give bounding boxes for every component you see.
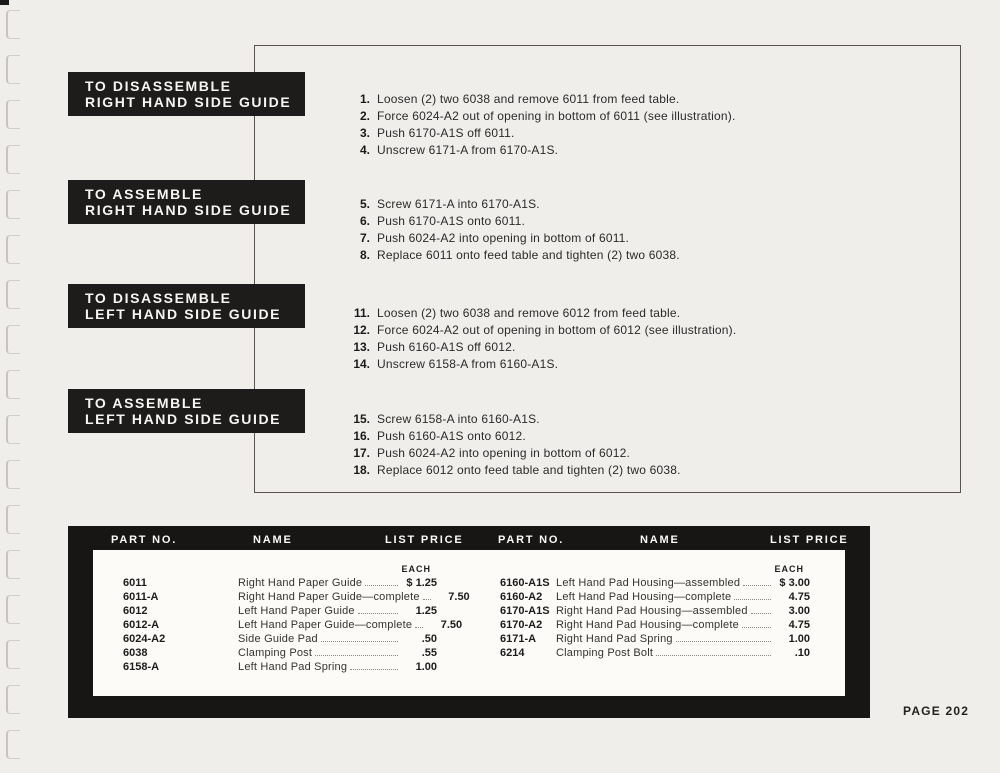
part-number: 6038 xyxy=(123,647,148,659)
table-row xyxy=(500,619,810,633)
part-price: .55 xyxy=(421,647,437,659)
dot-leader xyxy=(321,641,398,642)
step-number: 14. xyxy=(353,357,370,371)
column-header-part-no: PART NO. xyxy=(111,534,178,546)
table-row xyxy=(123,605,437,619)
part-name: Right Hand Pad Housing—assembled xyxy=(556,605,748,617)
part-number: 6170-A2 xyxy=(500,619,543,631)
step-text: Push 6160-A1S onto 6012. xyxy=(377,429,526,443)
step-item xyxy=(345,340,736,357)
heading-line: RIGHT HAND SIDE GUIDE xyxy=(85,94,292,110)
step-item xyxy=(345,231,680,248)
table-row xyxy=(500,647,810,661)
dot-leader xyxy=(350,669,398,670)
step-item xyxy=(345,214,680,231)
part-price: $ 3.00 xyxy=(779,577,810,589)
part-name: Right Hand Paper Guide—complete xyxy=(238,591,420,603)
steps-assemble-right xyxy=(345,197,680,265)
step-text: Force 6024-A2 out of opening in bottom of 6012 (see illustration). xyxy=(377,323,737,337)
column-header-part-no: PART NO. xyxy=(498,534,565,546)
step-number: 6. xyxy=(359,214,370,228)
step-item xyxy=(345,197,680,214)
binding-hole-icon xyxy=(6,325,20,354)
part-price: .50 xyxy=(421,633,437,645)
step-number: 8. xyxy=(359,248,370,262)
dot-leader xyxy=(743,585,771,586)
step-text: Push 6160-A1S off 6012. xyxy=(377,340,516,354)
dot-leader xyxy=(365,585,398,586)
dot-leader xyxy=(423,599,431,600)
step-number: 16. xyxy=(353,429,370,443)
part-price: 4.75 xyxy=(788,591,810,603)
table-row xyxy=(123,591,470,605)
each-label: EACH xyxy=(401,564,431,574)
step-text: Screw 6171-A into 6170-A1S. xyxy=(377,197,540,211)
step-text: Force 6024-A2 out of opening in bottom of 6011 (see illustration). xyxy=(377,109,736,123)
binding-hole-icon xyxy=(6,685,20,714)
step-number: 13. xyxy=(353,340,370,354)
binding-hole-icon xyxy=(6,595,20,624)
dot-leader xyxy=(751,613,771,614)
binding-hole-icon xyxy=(6,460,20,489)
steps-assemble-left xyxy=(345,412,681,480)
step-number: 12. xyxy=(353,323,370,337)
part-name: Right Hand Pad Housing—complete xyxy=(556,619,739,631)
part-number: 6158-A xyxy=(123,661,160,673)
dot-leader xyxy=(742,627,771,628)
dot-leader xyxy=(415,627,423,628)
binding-hole-icon xyxy=(6,640,20,669)
binding-hole-icon xyxy=(6,10,20,39)
step-number: 2. xyxy=(359,109,370,123)
step-number: 5. xyxy=(359,197,370,211)
step-text: Loosen (2) two 6038 and remove 6011 from feed table. xyxy=(377,92,680,106)
step-number: 17. xyxy=(353,446,370,460)
binding-hole-icon xyxy=(6,730,20,759)
step-item xyxy=(345,357,736,374)
parts-column-left xyxy=(123,564,470,675)
steps-disassemble-left xyxy=(345,306,736,374)
parts-price-table xyxy=(68,526,870,718)
step-item xyxy=(345,446,681,463)
step-number: 11. xyxy=(353,306,370,320)
heading-assemble-right xyxy=(68,180,305,224)
step-item xyxy=(345,412,681,429)
part-price: $ 1.25 xyxy=(406,577,437,589)
parts-table-body xyxy=(93,550,845,696)
binding-hole-icon xyxy=(6,280,20,309)
part-name: Left Hand Pad Housing—assembled xyxy=(556,577,741,589)
step-number: 18. xyxy=(353,463,370,477)
part-number: 6011-A xyxy=(123,591,159,603)
step-text: Unscrew 6171-A from 6170-A1S. xyxy=(377,143,559,157)
heading-disassemble-left xyxy=(68,284,305,328)
binding-hole-icon xyxy=(6,235,20,264)
part-number: 6170-A1S xyxy=(500,605,550,617)
step-item xyxy=(345,429,681,446)
step-number: 1. xyxy=(359,92,370,106)
part-price: 4.75 xyxy=(788,619,810,631)
table-row xyxy=(123,577,437,591)
table-row xyxy=(500,591,810,605)
part-name: Left Hand Paper Guide—complete xyxy=(238,619,413,631)
part-number: 6012 xyxy=(123,605,148,617)
step-item xyxy=(345,306,736,323)
binding-hole-icon xyxy=(6,415,20,444)
step-item xyxy=(345,143,736,160)
part-name: Left Hand Pad Spring xyxy=(238,661,348,673)
binding-hole-icon xyxy=(6,145,20,174)
binding-hole-icon xyxy=(6,550,20,579)
part-name: Clamping Post xyxy=(238,647,313,659)
step-item xyxy=(345,323,736,340)
column-header-name: NAME xyxy=(253,534,293,546)
step-text: Push 6170-A1S onto 6011. xyxy=(377,214,526,228)
step-number: 15. xyxy=(353,412,370,426)
step-text: Replace 6012 onto feed table and tighten (2) two 6038. xyxy=(377,463,681,477)
table-row xyxy=(500,605,810,619)
part-number: 6012-A xyxy=(123,619,160,631)
heading-assemble-left xyxy=(68,389,305,433)
column-header-name: NAME xyxy=(640,534,680,546)
step-number: 3. xyxy=(359,126,370,140)
table-row xyxy=(123,619,463,633)
heading-line: TO ASSEMBLE xyxy=(85,395,203,411)
part-name: Right Hand Paper Guide xyxy=(238,577,363,589)
part-number: 6214 xyxy=(500,647,525,659)
table-row xyxy=(500,633,810,647)
scan-corner-mark xyxy=(0,0,9,5)
heading-line: TO ASSEMBLE xyxy=(85,186,203,202)
heading-line: LEFT HAND SIDE GUIDE xyxy=(85,306,282,322)
part-number: 6171-A xyxy=(500,633,537,645)
part-price: 1.00 xyxy=(788,633,810,645)
part-number: 6160-A2 xyxy=(500,591,543,603)
step-number: 7. xyxy=(359,231,370,245)
column-header-list-price: LIST PRICE xyxy=(385,534,464,546)
page-number: PAGE 202 xyxy=(903,704,970,718)
part-price: .10 xyxy=(794,647,810,659)
step-text: Replace 6011 onto feed table and tighten (2) two 6038. xyxy=(377,248,680,262)
heading-line: RIGHT HAND SIDE GUIDE xyxy=(85,202,292,218)
step-item xyxy=(345,463,681,480)
part-number: 6024-A2 xyxy=(123,633,166,645)
step-number: 4. xyxy=(359,143,370,157)
each-label: EACH xyxy=(774,564,804,574)
step-item xyxy=(345,92,736,109)
binding-hole-icon xyxy=(6,370,20,399)
step-item xyxy=(345,109,736,126)
steps-disassemble-right xyxy=(345,92,736,160)
step-text: Push 6170-A1S off 6011. xyxy=(377,126,515,140)
step-item xyxy=(345,126,736,143)
step-text: Push 6024-A2 into opening in bottom of 6011. xyxy=(377,231,630,245)
part-name: Left Hand Pad Housing—complete xyxy=(556,591,732,603)
step-item xyxy=(345,248,680,265)
part-price: 3.00 xyxy=(788,605,810,617)
step-text: Loosen (2) two 6038 and remove 6012 from feed table. xyxy=(377,306,681,320)
binding-hole-icon xyxy=(6,55,20,84)
part-name: Left Hand Paper Guide xyxy=(238,605,355,617)
step-text: Unscrew 6158-A from 6160-A1S. xyxy=(377,357,559,371)
part-number: 6011 xyxy=(123,577,147,589)
part-name: Right Hand Pad Spring xyxy=(556,633,673,645)
part-price: 1.25 xyxy=(415,605,437,617)
table-row xyxy=(500,577,810,591)
binding-hole-icon xyxy=(6,190,20,219)
binding-hole-icon xyxy=(6,100,20,129)
table-row xyxy=(123,647,437,661)
part-number: 6160-A1S xyxy=(500,577,550,589)
part-name: Clamping Post Bolt xyxy=(556,647,654,659)
dot-leader xyxy=(315,655,398,656)
part-price: 7.50 xyxy=(448,591,470,603)
heading-line: TO DISASSEMBLE xyxy=(85,290,232,306)
binding-hole-icon xyxy=(6,505,20,534)
dot-leader xyxy=(358,613,398,614)
heading-line: LEFT HAND SIDE GUIDE xyxy=(85,411,282,427)
dot-leader xyxy=(676,641,771,642)
step-text: Push 6024-A2 into opening in bottom of 6012. xyxy=(377,446,630,460)
parts-column-right xyxy=(500,564,810,661)
heading-line: TO DISASSEMBLE xyxy=(85,78,232,94)
step-text: Screw 6158-A into 6160-A1S. xyxy=(377,412,540,426)
table-row xyxy=(123,661,437,675)
column-header-list-price: LIST PRICE xyxy=(770,534,849,546)
dot-leader xyxy=(734,599,771,600)
table-row xyxy=(123,633,437,647)
dot-leader xyxy=(656,655,771,656)
part-name: Side Guide Pad xyxy=(238,633,318,645)
part-price: 1.00 xyxy=(415,661,437,673)
part-price: 7.50 xyxy=(440,619,463,631)
heading-disassemble-right xyxy=(68,72,305,116)
